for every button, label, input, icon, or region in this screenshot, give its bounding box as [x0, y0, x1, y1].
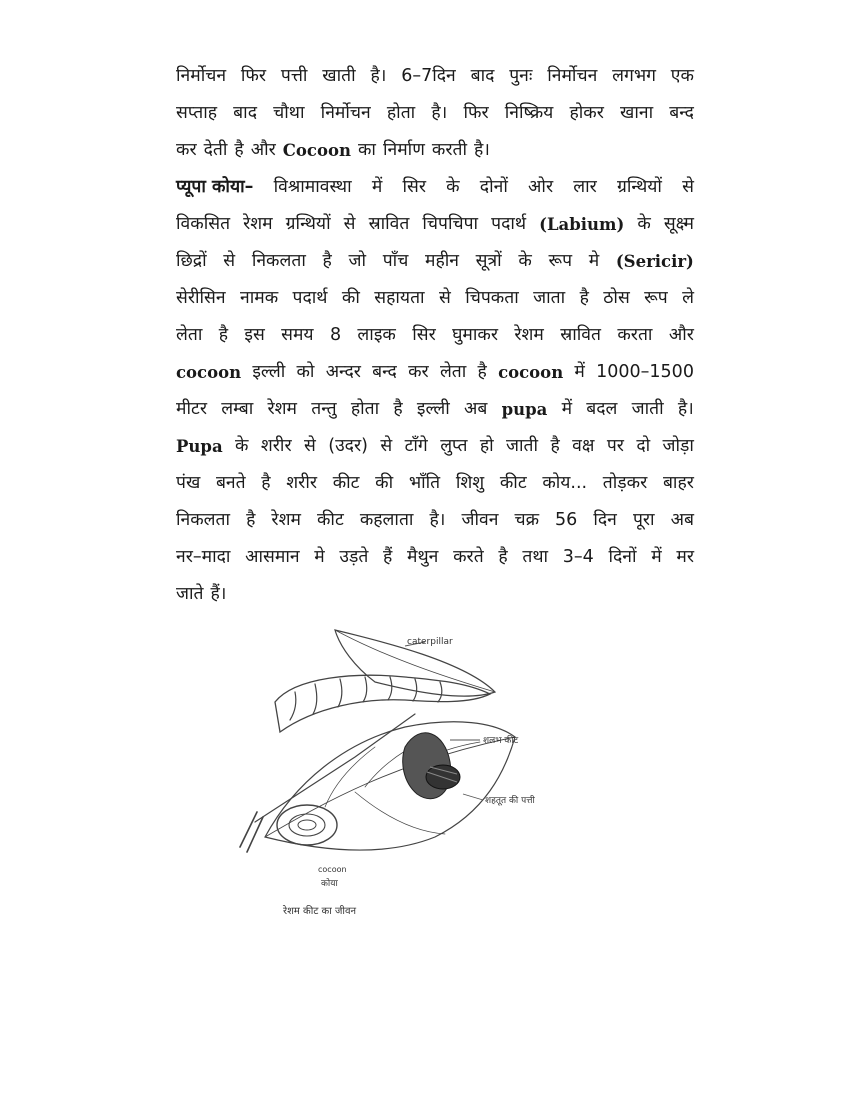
word: निष्क्रिय [504, 103, 554, 123]
word: खाना [620, 103, 654, 123]
word: कोय... [542, 473, 588, 493]
body-text [176, 58, 694, 613]
word: शरीर [260, 436, 292, 456]
word: के [637, 214, 651, 234]
word: इल्ली [416, 399, 450, 419]
text-line [176, 95, 694, 132]
word: करती [431, 140, 467, 160]
twig [240, 812, 263, 852]
word: में [651, 547, 662, 567]
word: है [393, 399, 403, 419]
word: से [304, 436, 316, 456]
word: घुमाकर [452, 325, 499, 345]
word: रेशम [267, 399, 298, 419]
word: है [498, 547, 508, 567]
word: लेता [176, 325, 203, 345]
word: उड़ते [339, 547, 369, 567]
word: बन्द [669, 103, 694, 123]
word: स्रावित [560, 325, 602, 345]
word: के [235, 436, 249, 456]
word: ठोस [603, 288, 630, 308]
word: देती [203, 140, 228, 160]
text-line [176, 539, 694, 576]
word: लम्बा [221, 399, 254, 419]
word: हैं। [210, 584, 227, 604]
word: पाँच [382, 251, 409, 271]
word: Pupa [176, 437, 223, 456]
word: सिर [412, 325, 436, 345]
word: महीन [424, 251, 459, 271]
word: दिनों [608, 547, 637, 567]
label-cocoon-hindi: कोया [321, 879, 338, 889]
word: प्यूपा कोया– [176, 177, 254, 197]
word: (Labium) [539, 215, 625, 234]
word: होता [350, 399, 380, 419]
figure-caption: रेशम कीट का जीवन [283, 906, 357, 917]
word: पदार्थ [292, 288, 328, 308]
word: खाती [322, 66, 356, 86]
word: पदार्थ [491, 214, 527, 234]
word: जीवन [461, 510, 499, 530]
word: जाती [631, 399, 664, 419]
word: में [371, 177, 383, 197]
word: सूत्रों [475, 251, 502, 271]
word: है। [473, 140, 490, 160]
word: रेशम [514, 325, 544, 345]
word: तोड़कर [602, 473, 648, 493]
word: है [234, 140, 244, 160]
text-line [176, 132, 694, 169]
text-line [176, 576, 694, 613]
word: सप्ताह [176, 103, 218, 123]
word: जाता [533, 288, 566, 308]
word: लेता [439, 362, 467, 382]
word: सेरीसिन [176, 288, 226, 308]
word: है। [370, 66, 387, 86]
word: हैं [383, 547, 393, 567]
word: जो [348, 251, 367, 271]
word: चौथा [273, 103, 305, 123]
word: कर [408, 362, 429, 382]
word: नामक [240, 288, 279, 308]
word: को [296, 362, 315, 382]
word: से [682, 177, 694, 197]
word: है। [431, 103, 448, 123]
word: और [250, 140, 276, 160]
text-line [176, 317, 694, 354]
word: नर–मादा [176, 547, 231, 567]
word: है। [677, 399, 694, 419]
word: लार [573, 177, 597, 197]
word: जाती [506, 436, 539, 456]
word: शिशु [455, 473, 485, 493]
word: फिर [463, 103, 489, 123]
word: वक्ष [572, 436, 595, 456]
word: रेशम [271, 510, 301, 530]
word: कर [176, 140, 197, 160]
word: के [518, 251, 532, 271]
word: इल्ली [252, 362, 286, 382]
word: कीट [332, 473, 360, 493]
silkworm-life-cycle-sketch [235, 622, 605, 932]
word: आसमान [245, 547, 300, 567]
word: 1000–1500 [596, 362, 694, 382]
word: चिपकता [465, 288, 519, 308]
word: है [322, 251, 332, 271]
word: होकर [569, 103, 604, 123]
word: (Sericir) [615, 252, 694, 271]
word: सहायता [374, 288, 425, 308]
word: लगभग [612, 66, 656, 86]
word: टाँगे [404, 436, 428, 456]
word: समय [281, 325, 314, 345]
text-line [176, 391, 694, 428]
word: cocoon [176, 363, 242, 382]
word: तथा [522, 547, 549, 567]
word: पुनः [509, 66, 533, 86]
word: रूप [548, 251, 573, 271]
word: (उदर) [328, 436, 368, 456]
word: है [579, 288, 589, 308]
word: सूक्ष्म [663, 214, 694, 234]
text-line [176, 243, 694, 280]
word: मीटर [176, 399, 207, 419]
word: एक [670, 66, 694, 86]
word: कीट [499, 473, 527, 493]
word: निकलता [176, 510, 231, 530]
word: बाद [233, 103, 257, 123]
word: पर [606, 436, 624, 456]
word: की [341, 288, 360, 308]
word: की [375, 473, 394, 493]
word: बनते [215, 473, 246, 493]
word: रेशम [243, 214, 273, 234]
word: अब [464, 399, 488, 419]
label-caterpillar: caterpillar [407, 637, 453, 647]
word: पत्ती [280, 66, 308, 86]
word: पूरा [632, 510, 655, 530]
word: Cocoon [282, 141, 351, 160]
word: है [261, 473, 271, 493]
word: 8 [329, 325, 342, 345]
word: बन्द [372, 362, 397, 382]
word: हो [479, 436, 494, 456]
word: है [477, 362, 487, 382]
word: अन्दर [325, 362, 361, 382]
text-line [176, 206, 694, 243]
word: जोड़ा [662, 436, 694, 456]
word: छिद्रों [176, 251, 207, 271]
word: लुप्त [440, 436, 468, 456]
label-mulberry-leaf: शहतूत की पत्ती [485, 796, 535, 806]
word: 6–7दिन [401, 66, 456, 86]
word: ले [682, 288, 694, 308]
word: जाते [176, 584, 204, 604]
word: बाद [470, 66, 495, 86]
word: बाहर [662, 473, 694, 493]
word: करता [617, 325, 653, 345]
word: चिपचिपा [422, 214, 479, 234]
word: इस [244, 325, 265, 345]
word: है [218, 325, 229, 345]
word: दिन [593, 510, 617, 530]
word: 3–4 [562, 547, 594, 567]
word: pupa [501, 400, 548, 419]
text-line [176, 169, 694, 206]
word: निर्माण [382, 140, 425, 160]
text-line [176, 465, 694, 502]
word: निर्मोचन [320, 103, 371, 123]
word: मैथुन [407, 547, 439, 567]
word: शरीर [286, 473, 318, 493]
word: निर्मोचन [176, 66, 227, 86]
word: मे [314, 547, 325, 567]
word: ओर [528, 177, 554, 197]
word: स्रावित [368, 214, 410, 234]
adult-moth [403, 733, 460, 799]
word: विकसित [176, 214, 231, 234]
word: ग्रन्थियों [617, 177, 662, 197]
word: से [343, 214, 356, 234]
word: फिर [240, 66, 267, 86]
word: दोनों [479, 177, 508, 197]
word: और [668, 325, 694, 345]
word: cocoon [498, 363, 564, 382]
word: निकलता [251, 251, 306, 271]
text-line [176, 428, 694, 465]
word: लाइक [357, 325, 396, 345]
word: है [550, 436, 560, 456]
word: मे [588, 251, 600, 271]
text-line [176, 354, 694, 391]
text-line [176, 502, 694, 539]
word: करते [453, 547, 484, 567]
word: है [246, 510, 256, 530]
word: है। [429, 510, 446, 530]
word: रूप [644, 288, 668, 308]
word: चक्र [514, 510, 540, 530]
word: 56 [555, 510, 578, 530]
label-cocoon: cocoon [318, 865, 347, 874]
word: का [357, 140, 376, 160]
word: में [561, 399, 573, 419]
word: से [223, 251, 236, 271]
word: पंख [176, 473, 201, 493]
word: में [574, 362, 585, 382]
word: दो [636, 436, 651, 456]
mulberry-leaf [265, 722, 515, 850]
word: कीट [316, 510, 344, 530]
text-line [176, 280, 694, 317]
word: मर [676, 547, 694, 567]
label-adult-moth: शलभ कीट [483, 736, 519, 746]
word: से [380, 436, 393, 456]
word: से [438, 288, 451, 308]
word: विश्रामावस्था [273, 177, 352, 197]
word: के [446, 177, 460, 197]
word: ग्रन्थियों [285, 214, 331, 234]
word: होता [386, 103, 416, 123]
word: सिर [402, 177, 426, 197]
text-line [176, 58, 694, 95]
word: तन्तु [311, 399, 337, 419]
word: निर्मोचन [547, 66, 598, 86]
word: बदल [586, 399, 618, 419]
word: भाँति [408, 473, 441, 493]
word: कहलाता [359, 510, 414, 530]
word: अब [670, 510, 694, 530]
